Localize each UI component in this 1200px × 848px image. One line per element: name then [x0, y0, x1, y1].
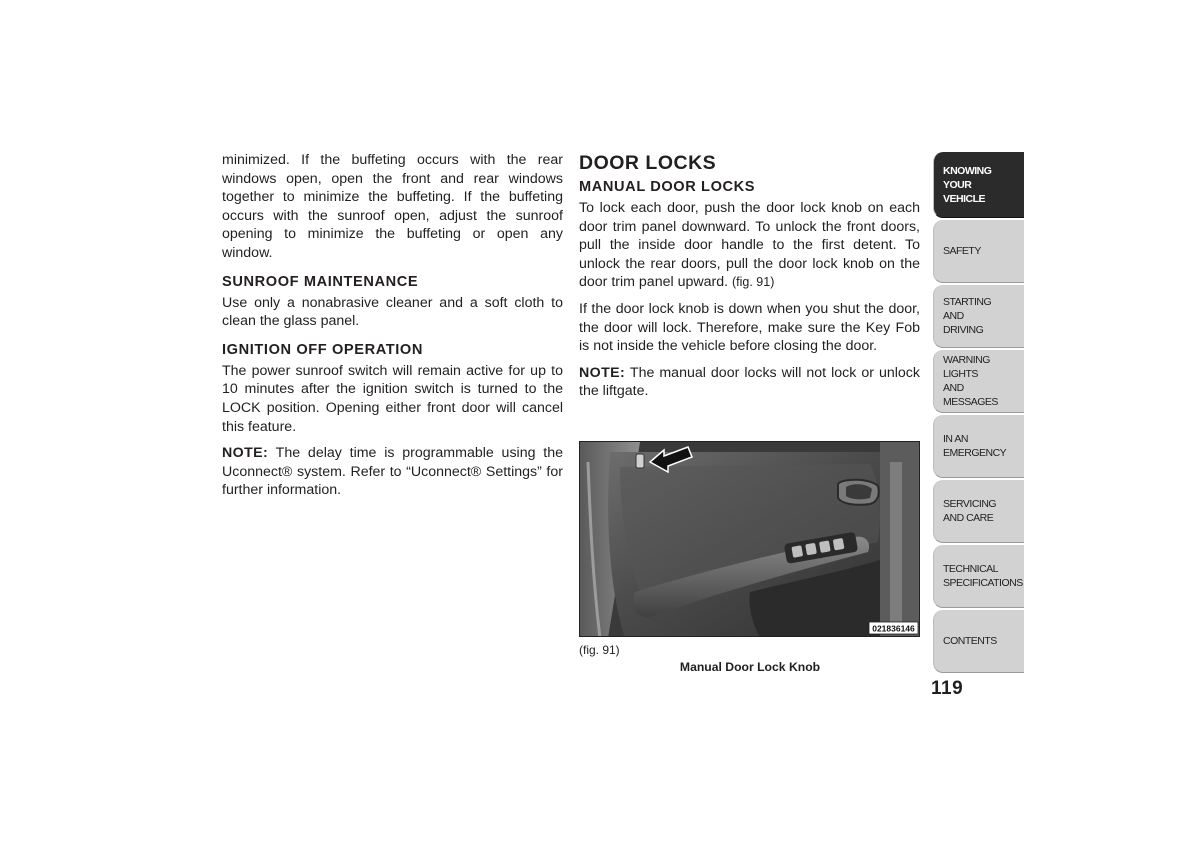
para1-text: To lock each door, push the door lock knob on each door trim panel downward. To unlock the front doors, pull the inside door handle to the first detent. To unlock the rear doors, pull the door lock knob on the door trim panel upward. — [579, 200, 920, 291]
figure-number: (fig. 91) — [579, 643, 620, 657]
tab-contents[interactable] — [933, 610, 1024, 673]
tab-label: TECHNICAL SPECIFICATIONS — [943, 563, 1023, 589]
sunroof-maintenance-heading: SUNROOF MAINTENANCE — [222, 273, 419, 290]
note-text: The delay time is programmable using the Uconnect® system. Refer to “Uconnect® Settings” for further information. — [222, 445, 563, 499]
tab-servicing-and-care[interactable] — [933, 480, 1024, 543]
tab-label: KNOWING YOUR VEHICLE — [943, 164, 992, 205]
left-column — [222, 151, 563, 508]
tab-label: STARTING AND DRIVING — [943, 296, 992, 336]
intro-paragraph: minimized. If the buffeting occurs with the rear windows open, open the front and rear windows together to minimize the buffeting. If the buffeting occurs with the sunroof open, adjust the sunroof opening to minimize the buffeting or open any window. — [222, 152, 563, 261]
page-number: 119 — [931, 678, 964, 699]
tab-in-an-emergency[interactable] — [933, 415, 1024, 478]
image-code: 021836146 — [872, 623, 915, 634]
door-lock-paragraph-1 — [579, 199, 920, 292]
tab-warning-lights-and-messages[interactable] — [933, 350, 1024, 413]
ignition-off-text: The power sunroof switch will remain active for up to 10 minutes after the ignition switch is turned to the LOCK position. Opening either front door will cancel this feature. — [222, 362, 563, 435]
door-trim-panel-illustration — [579, 441, 920, 637]
door-lock-note — [579, 364, 920, 401]
tab-starting-and-driving[interactable] — [933, 285, 1024, 348]
tab-label: WARNING LIGHTS AND MESSAGES — [943, 354, 998, 408]
figure-caption: Manual Door Lock Knob — [679, 660, 821, 674]
tab-knowing-your-vehicle[interactable] — [933, 152, 1024, 218]
sunroof-maintenance-text: Use only a nonabrasive cleaner and a soft cloth to clean the glass panel. — [222, 294, 563, 330]
door-lock-knob — [636, 454, 644, 468]
figure-reference[interactable]: (fig. 91) — [732, 275, 775, 290]
section-tabs — [933, 152, 1024, 675]
tab-label: SAFETY — [943, 245, 981, 257]
right-column — [579, 151, 920, 409]
note-text: The manual door locks will not lock or unlock the liftgate. — [579, 364, 920, 400]
door-panel-svg — [580, 442, 920, 637]
ignition-off-heading: IGNITION OFF OPERATION — [222, 341, 424, 358]
tab-technical-specifications[interactable] — [933, 545, 1024, 608]
tab-safety[interactable] — [933, 220, 1024, 283]
note-label: NOTE: — [579, 364, 626, 381]
note-label: NOTE: — [222, 445, 269, 462]
door-locks-title: DOOR LOCKS — [579, 152, 717, 174]
note-paragraph — [222, 444, 563, 500]
tab-label: CONTENTS — [943, 635, 997, 647]
door-lock-paragraph-2: If the door lock knob is down when you shut the door, the door will lock. Therefore, make sure the Key Fob is not inside the vehicle before closing the door. — [579, 300, 920, 355]
tab-label: IN AN EMERGENCY — [943, 433, 1007, 459]
manual-door-locks-heading: MANUAL DOOR LOCKS — [579, 179, 756, 195]
tab-label: SERVICING AND CARE — [943, 498, 997, 524]
